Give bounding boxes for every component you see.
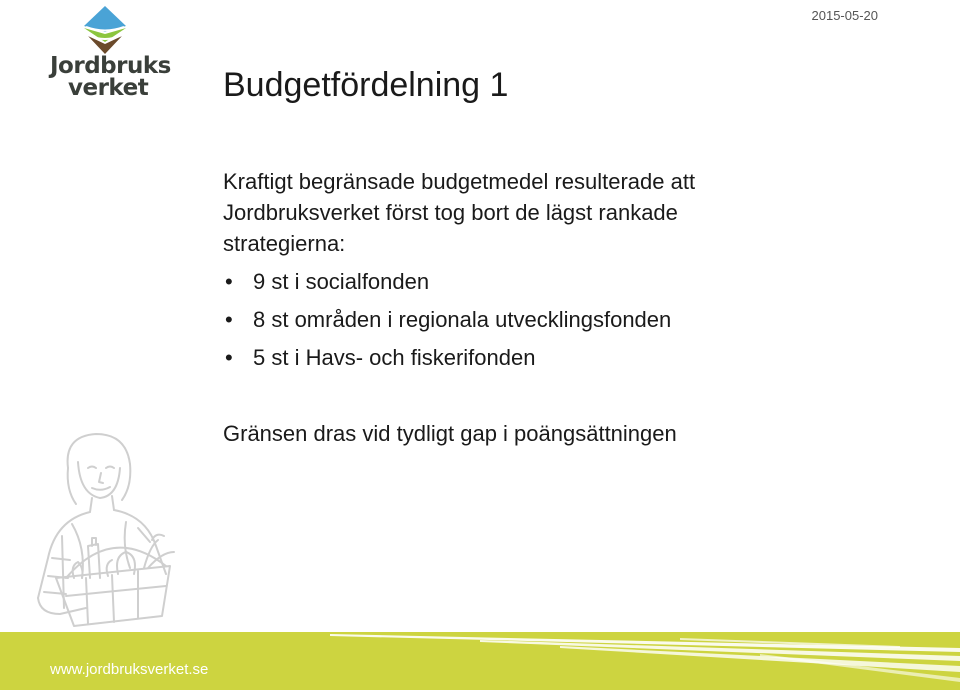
logo-diamond-icon	[82, 4, 128, 56]
closing-statement: Gränsen dras vid tydligt gap i poängsättningen	[223, 421, 677, 446]
website-link[interactable]: www.jordbruksverket.se	[50, 661, 209, 678]
bullet-text: 9 st i socialfonden	[253, 269, 430, 294]
bullet-text: 8 st områden i regionala utvecklingsfonden	[253, 307, 672, 332]
bullet-item	[223, 339, 903, 377]
slide-date: 2015-05-20	[811, 8, 878, 23]
logo-text-line1: Jordbruks	[50, 53, 171, 79]
bullet-dot-icon: •	[225, 269, 233, 294]
bullet-item	[223, 263, 903, 301]
bullet-dot-icon: •	[225, 345, 233, 370]
bullet-item	[223, 301, 903, 339]
footer-bar	[0, 632, 960, 690]
logo-text-line2: verket	[68, 75, 149, 101]
intro-line: Jordbruksverket först tog bort de lägst rankade	[223, 200, 678, 225]
intro-line: Kraftigt begränsade budgetmedel resulterade att	[223, 169, 696, 194]
intro-line: strategierna:	[223, 231, 346, 256]
bullet-list	[223, 263, 903, 377]
woman-with-basket-illustration	[26, 428, 186, 640]
slide-title: Budgetfördelning 1	[223, 66, 509, 104]
jordbruksverket-logo	[46, 4, 176, 104]
slide-body	[223, 166, 903, 377]
bullet-dot-icon: •	[225, 307, 233, 332]
bullet-text: 5 st i Havs- och fiskerifonden	[253, 345, 536, 370]
